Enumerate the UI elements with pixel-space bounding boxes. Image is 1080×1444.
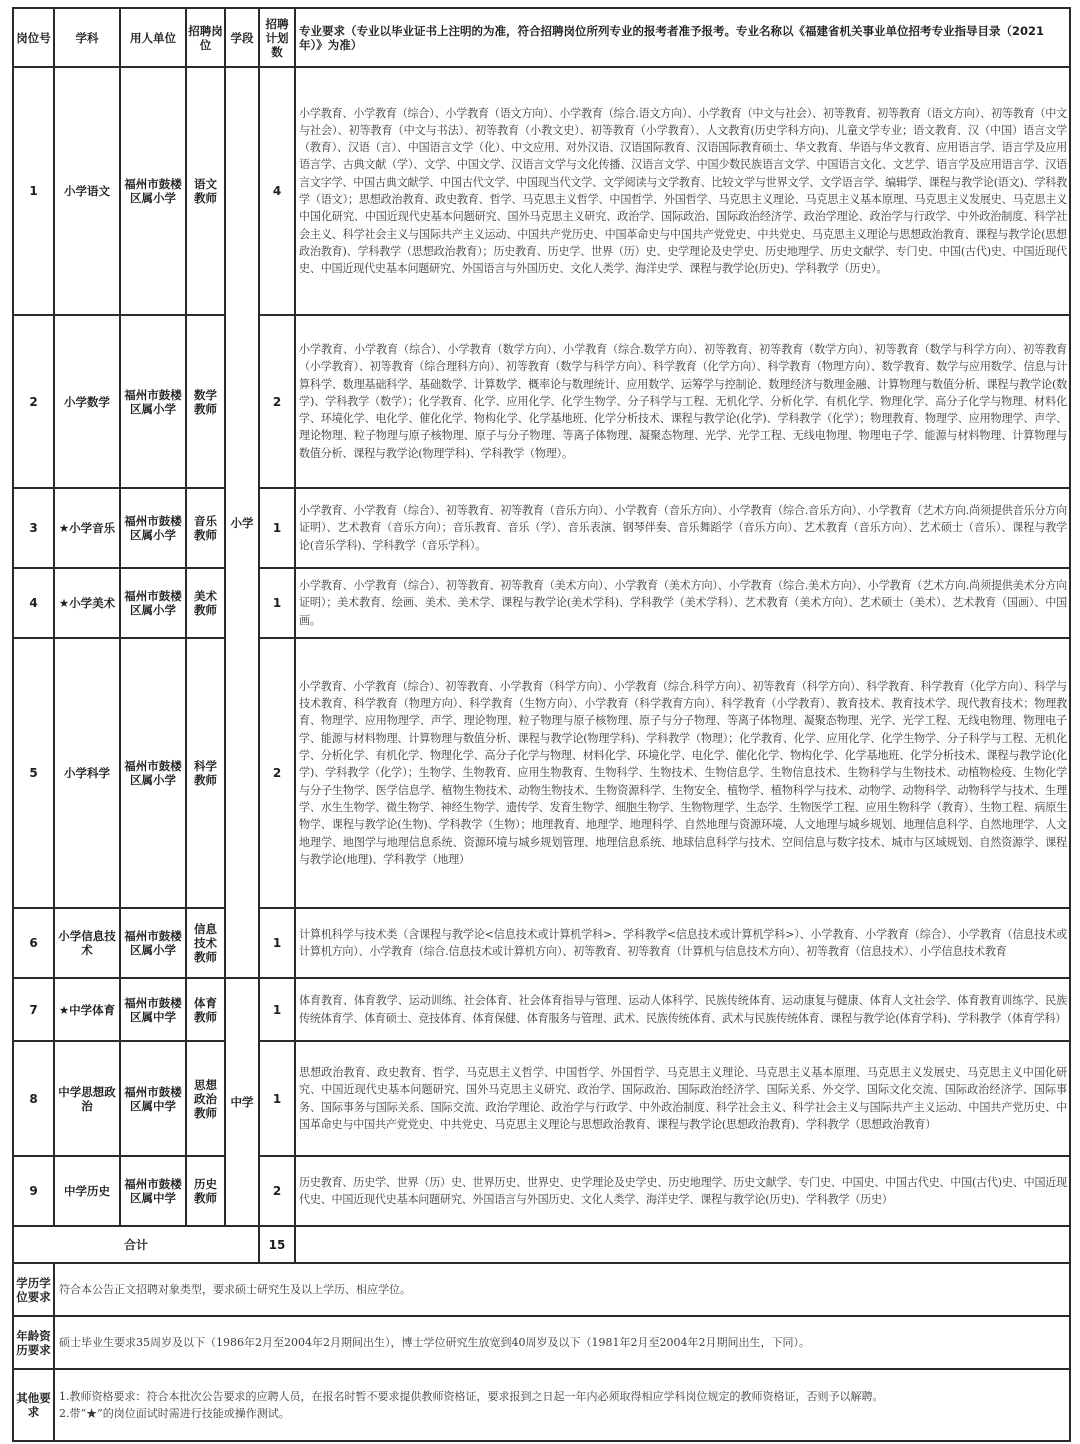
post-cell: 信息技术教师 bbox=[186, 908, 225, 978]
employer-cell: 福州市鼓楼区属小学 bbox=[120, 638, 186, 908]
education-requirement-text: 符合本公告正文招聘对象类型，要求硕士研究生及以上学历、相应学位。 bbox=[54, 1263, 1070, 1316]
major-requirements: 小学教育、小学教育（综合）、初等教育、小学教育（科学方向）、小学教育（综合.科学方向）、初等教育（科学方向）、科学教育、科学教育（化学方向）、科学与技术教育、科学教育（物理方向）、科学教育（生物方向）、小学教育（科学教育方向）、科学教育（小学教育）、教育技术、教育技术学、现代教育技术；物理教育、物理学、应用物理学、声学、理论物理、粒子物理与原子核物理、原子与分子物理、等离子体物理、凝聚态物理、光学、光学工程、无线电物理、物理电子学、能源与材料物理、计算物理与数值分析、课程与教学论(物理学科)、学科教学（物理）；化学教育、化学、应用化学、化学生物学、分子科学与工程、无机化学、分析化学、有机化学、物理化学、高分子化学与物理、材料化学、环境化学、电化学、催化化学、物构化学、化学基地班、化学分析技术、课程与教学论(化学)、学科教学（化学）；生物学、生物教育、应用生物教育、生物科学、生物技术、生物信息学、生物信息技术、生物科学与生物技术、动植物检疫、生物化学与分子生物学、医学信息学、植物生物技术、动物生物技术、生物资源科学、生物安全、植物学、植物科学与技术、动物学、动物科学、动物科学与技术、生理学、水生生物学、微生物学、神经生物学、遗传学、发育生物学、细胞生物学、生物物理学、生态学、生物医学工程、应用生物科学（教育）、生物工程、病原生物学、课程与教学论(生物)、学科教学（生物）；地理教育、地理学、地理科学、自然地理与资源环境、人文地理与城乡规划、地理信息科学、自然地理学、人文地理学、地图学与地理信息系统、资源环境与城乡规划管理、地理信息系统、地球信息科学与技术、空间信息与数字技术、城市与区域规划、自然资源学、课程与教学论(地理)、学科教学（地理） bbox=[295, 638, 1070, 908]
employer-cell: 福州市鼓楼区属中学 bbox=[120, 1156, 186, 1226]
employer-cell: 福州市鼓楼区属中学 bbox=[120, 978, 186, 1041]
major-requirements: 小学教育、小学教育（综合）、小学教育（语文方向）、小学教育（综合.语文方向）、小学教育（中文与社会）、初等教育、初等教育（语文方向）、初等教育（中文与社会）、初等教育（中文与书法）、初等教育（小教文史）、初等教育（小学教育）、人文教育(历史学科方向)、儿童文学专业；语文教育、汉（中国）语言文学（教育）、汉语（言）、中国语言文学（化）、中文应用、对外汉语、汉语国际教育、汉语国际教育硕士、华文教育、华语与华文教育、应用语言学、语言学及应用语言学、古典文献（学）、文学、中国文学、汉语言文学与文化传播、汉语言文学、中国少数民族语言文学、中国语言文化、文艺学、语言学及应用语言学、汉语言文字学、中国古典文献学、中国古代文学、中国现当代文学、文学阅读与文学教育、比较文学与世界文学、文学语言学、编辑学、课程与教学论(语文)、学科教学（语文）；思想政治教育、政史教育、哲学、马克思主义哲学、中国哲学、外国哲学、马克思主义理论、马克思主义基本原理、马克思主义发展史、马克思主义中国化研究、中国近现代史基本问题研究、国外马克思主义研究、政治学、国际政治、国际政治经济学、政治学理论、政治学与行政学、中外政治制度、科学社会主义、科学社会主义与国际共产主义运动、中国共产党历史、中国革命史与中国共产党党史、中共党史、马克思主义理论与思想政治教育、课程与教学论(思想政治教育)、学科教学（思想政治教育）；历史教育、历史学、世界（历）史、史学理论及史学史、历史地理学、历史文献学、专门史、中国(古代)史、中国近现代史、中国近现代史基本问题研究、外国语言与外国历史、文化人类学、海洋史学、课程与教学论(历史)、学科教学（历史）。 bbox=[295, 67, 1070, 315]
major-requirements: 小学教育、小学教育（综合）、初等教育、初等教育（美术方向）、小学教育（美术方向）、小学教育（综合.美术方向）、小学教育（艺术方向.尚须提供美术分方向证明）；美术教育、绘画、美术、美术学、课程与教学论(美术学科)、学科教学（美术学科）、艺术教育（美术方向）、艺术硕士（美术）、艺术教育（国画）、中国画。 bbox=[295, 568, 1070, 638]
header-count: 招聘计划数 bbox=[259, 8, 295, 67]
education-requirement-label: 学历学位要求 bbox=[13, 1263, 54, 1316]
post-number: 2 bbox=[13, 315, 54, 488]
subject-cell: 小学科学 bbox=[54, 638, 120, 908]
table-row bbox=[13, 1156, 1070, 1226]
major-requirements: 思想政治教育、政史教育、哲学、马克思主义哲学、中国哲学、外国哲学、马克思主义理论、马克思主义基本原理、马克思主义发展史、马克思主义中国化研究、中国近现代史基本问题研究、国外马克思主义研究、政治学、国际政治、国际政治经济学、国际关系、外交学、国际文化交流、国际政治经济学、国际事务、国际事务与国际关系、国际交流、政治学理论、政治学与行政学、中外政治制度、科学社会主义、科学社会主义与国际共产主义运动、中国共产党历史、中国革命史与中国共产党党史、中共党史、马克思主义理论与思想政治教育、课程与教学论(思想政治教育)、学科教学（思想政治教育） bbox=[295, 1041, 1070, 1156]
table-row bbox=[13, 67, 1070, 315]
total-count: 15 bbox=[259, 1226, 295, 1263]
header-subject: 学科 bbox=[54, 8, 120, 67]
subject-cell: 小学信息技术 bbox=[54, 908, 120, 978]
other-requirement-line-1: 1.教师资格要求：符合本批次公告要求的应聘人员，在报名时暂不要求提供教师资格证，要求报到之日起一年内必须取得相应学科岗位规定的教师资格证，否则予以解聘。 bbox=[59, 1390, 884, 1403]
count-cell: 1 bbox=[259, 908, 295, 978]
post-cell: 体育教师 bbox=[186, 978, 225, 1041]
header-row bbox=[13, 8, 1070, 67]
total-empty-cell bbox=[295, 1226, 1070, 1263]
table-row bbox=[13, 315, 1070, 488]
post-cell: 科学教师 bbox=[186, 638, 225, 908]
count-cell: 1 bbox=[259, 488, 295, 568]
recruitment-table bbox=[12, 7, 1071, 1442]
stage-cell-primary: 小学 bbox=[225, 67, 259, 978]
major-requirements: 小学教育、小学教育（综合）、初等教育、初等教育（音乐方向）、小学教育（音乐方向）、小学教育（综合.音乐方向）、小学教育（艺术方向.尚须提供音乐分方向证明）、艺术教育（音乐方向）；音乐教育、音乐（学）、音乐表演、钢琴伴奏、音乐舞蹈学（音乐方向）、艺术教育（音乐方向）、艺术硕士（音乐）、课程与教学论(音乐学科)、学科教学（音乐学科）。 bbox=[295, 488, 1070, 568]
subject-cell: ★小学音乐 bbox=[54, 488, 120, 568]
header-major-requirement: 专业要求（专业以毕业证书上注明的为准，符合招聘岗位所列专业的报考者准予报考。专业名称以《福建省机关事业单位招考专业指导目录（2021年）》为准） bbox=[295, 8, 1070, 67]
other-requirement-line-2: 2.带“★”的岗位面试时需进行技能或操作测试。 bbox=[59, 1407, 290, 1420]
table-row bbox=[13, 488, 1070, 568]
count-cell: 4 bbox=[259, 67, 295, 315]
post-number: 7 bbox=[13, 978, 54, 1041]
header-employer: 用人单位 bbox=[120, 8, 186, 67]
post-number: 5 bbox=[13, 638, 54, 908]
post-number: 1 bbox=[13, 67, 54, 315]
major-requirements: 历史教育、历史学、世界（历）史、世界历史、世界史、史学理论及史学史、历史地理学、历史文献学、专门史、中国史、中国古代史、中国(古代)史、中国近现代史、中国近现代史基本问题研究、外国语言与外国历史、文化人类学、海洋史学、课程与教学论(历史)、学科教学（历史） bbox=[295, 1156, 1070, 1226]
post-number: 6 bbox=[13, 908, 54, 978]
subject-cell: 小学数学 bbox=[54, 315, 120, 488]
employer-cell: 福州市鼓楼区属小学 bbox=[120, 67, 186, 315]
major-requirements: 小学教育、小学教育（综合）、小学教育（数学方向）、小学教育（综合.数学方向）、初等教育、初等教育（数学方向）、初等教育（数学与科学方向）、初等教育（小学教育）、初等教育（综合理科方向）、初等教育（数学与科学方向）、科学教育（化学方向）、科学教育（物理方向）、数学教育、数学与应用数学、信息与计算科学、数理基础科学、基础数学、计算数学、概率论与数理统计、应用数学、运筹学与控制论、数理经济与数理金融、计算物理与数值分析、课程与教学论(数学)、学科教学（数学）；化学教育、化学、应用化学、化学生物学、分子科学与工程、无机化学、分析化学、有机化学、物理化学、高分子化学与物理、材料化学、环境化学、电化学、催化化学、物构化学、化学基地班、化学分析技术、课程与教学论(化学)、学科教学（化学）；物理教育、物理学、应用物理学、声学、理论物理、粒子物理与原子核物理、原子与分子物理、等离子体物理、凝聚态物理、光学、光学工程、无线电物理、物理电子学、能源与材料物理、计算物理与数值分析、课程与教学论(物理学科)、学科教学（物理）。 bbox=[295, 315, 1070, 488]
total-label: 合计 bbox=[13, 1226, 259, 1263]
employer-cell: 福州市鼓楼区属中学 bbox=[120, 1041, 186, 1156]
stage-cell-middle: 中学 bbox=[225, 978, 259, 1226]
header-post: 招聘岗位 bbox=[186, 8, 225, 67]
subject-cell: 小学语文 bbox=[54, 67, 120, 315]
major-requirements: 计算机科学与技术类（含课程与教学论<信息技术或计算机学科>、学科教学<信息技术或计算机学科>）、小学教育、小学教育（综合）、小学教育（信息技术或计算机方向）、小学教育（综合.信息技术或计算机方向）、初等教育、初等教育（计算机与信息技术方向）、初等教育（信息技术）、小学信息技术教育 bbox=[295, 908, 1070, 978]
count-cell: 2 bbox=[259, 315, 295, 488]
table-row bbox=[13, 638, 1070, 908]
post-cell: 语文教师 bbox=[186, 67, 225, 315]
total-row bbox=[13, 1226, 1070, 1263]
age-requirement-row bbox=[13, 1316, 1070, 1369]
subject-cell: 中学历史 bbox=[54, 1156, 120, 1226]
count-cell: 1 bbox=[259, 1041, 295, 1156]
table-row bbox=[13, 568, 1070, 638]
subject-cell: ★中学体育 bbox=[54, 978, 120, 1041]
header-stage: 学段 bbox=[225, 8, 259, 67]
other-requirement-label: 其他要求 bbox=[13, 1369, 54, 1441]
table-row bbox=[13, 978, 1070, 1041]
count-cell: 1 bbox=[259, 978, 295, 1041]
post-cell: 历史教师 bbox=[186, 1156, 225, 1226]
education-requirement-row bbox=[13, 1263, 1070, 1316]
post-cell: 音乐教师 bbox=[186, 488, 225, 568]
count-cell: 2 bbox=[259, 1156, 295, 1226]
post-cell: 美术教师 bbox=[186, 568, 225, 638]
employer-cell: 福州市鼓楼区属小学 bbox=[120, 908, 186, 978]
subject-cell: 中学思想政治 bbox=[54, 1041, 120, 1156]
post-cell: 思想政治教师 bbox=[186, 1041, 225, 1156]
subject-cell: ★小学美术 bbox=[54, 568, 120, 638]
major-requirements: 体育教育、体育教学、运动训练、社会体育、社会体育指导与管理、运动人体科学、民族传统体育、运动康复与健康、体育人文社会学、体育教育训练学、民族传统体育学、体育硕士、竞技体育、体育保健、体育服务与管理、武术、民族传统体育、武术与民族传统体育、课程与教学论(体育学科)、学科教学（体育学科） bbox=[295, 978, 1070, 1041]
table-row bbox=[13, 1041, 1070, 1156]
count-cell: 1 bbox=[259, 568, 295, 638]
employer-cell: 福州市鼓楼区属小学 bbox=[120, 488, 186, 568]
age-requirement-label: 年龄资历要求 bbox=[13, 1316, 54, 1369]
employer-cell: 福州市鼓楼区属小学 bbox=[120, 568, 186, 638]
header-post-no: 岗位号 bbox=[13, 8, 54, 67]
post-number: 9 bbox=[13, 1156, 54, 1226]
post-number: 4 bbox=[13, 568, 54, 638]
count-cell: 2 bbox=[259, 638, 295, 908]
table-row bbox=[13, 908, 1070, 978]
post-cell: 数学教师 bbox=[186, 315, 225, 488]
employer-cell: 福州市鼓楼区属小学 bbox=[120, 315, 186, 488]
other-requirement-text bbox=[54, 1369, 1070, 1441]
post-number: 8 bbox=[13, 1041, 54, 1156]
post-number: 3 bbox=[13, 488, 54, 568]
other-requirement-row bbox=[13, 1369, 1070, 1441]
age-requirement-text: 硕士毕业生要求35周岁及以下（1986年2月至2004年2月期间出生），博士学位研究生放宽到40周岁及以下（1981年2月至2004年2月期间出生，下同）。 bbox=[54, 1316, 1070, 1369]
